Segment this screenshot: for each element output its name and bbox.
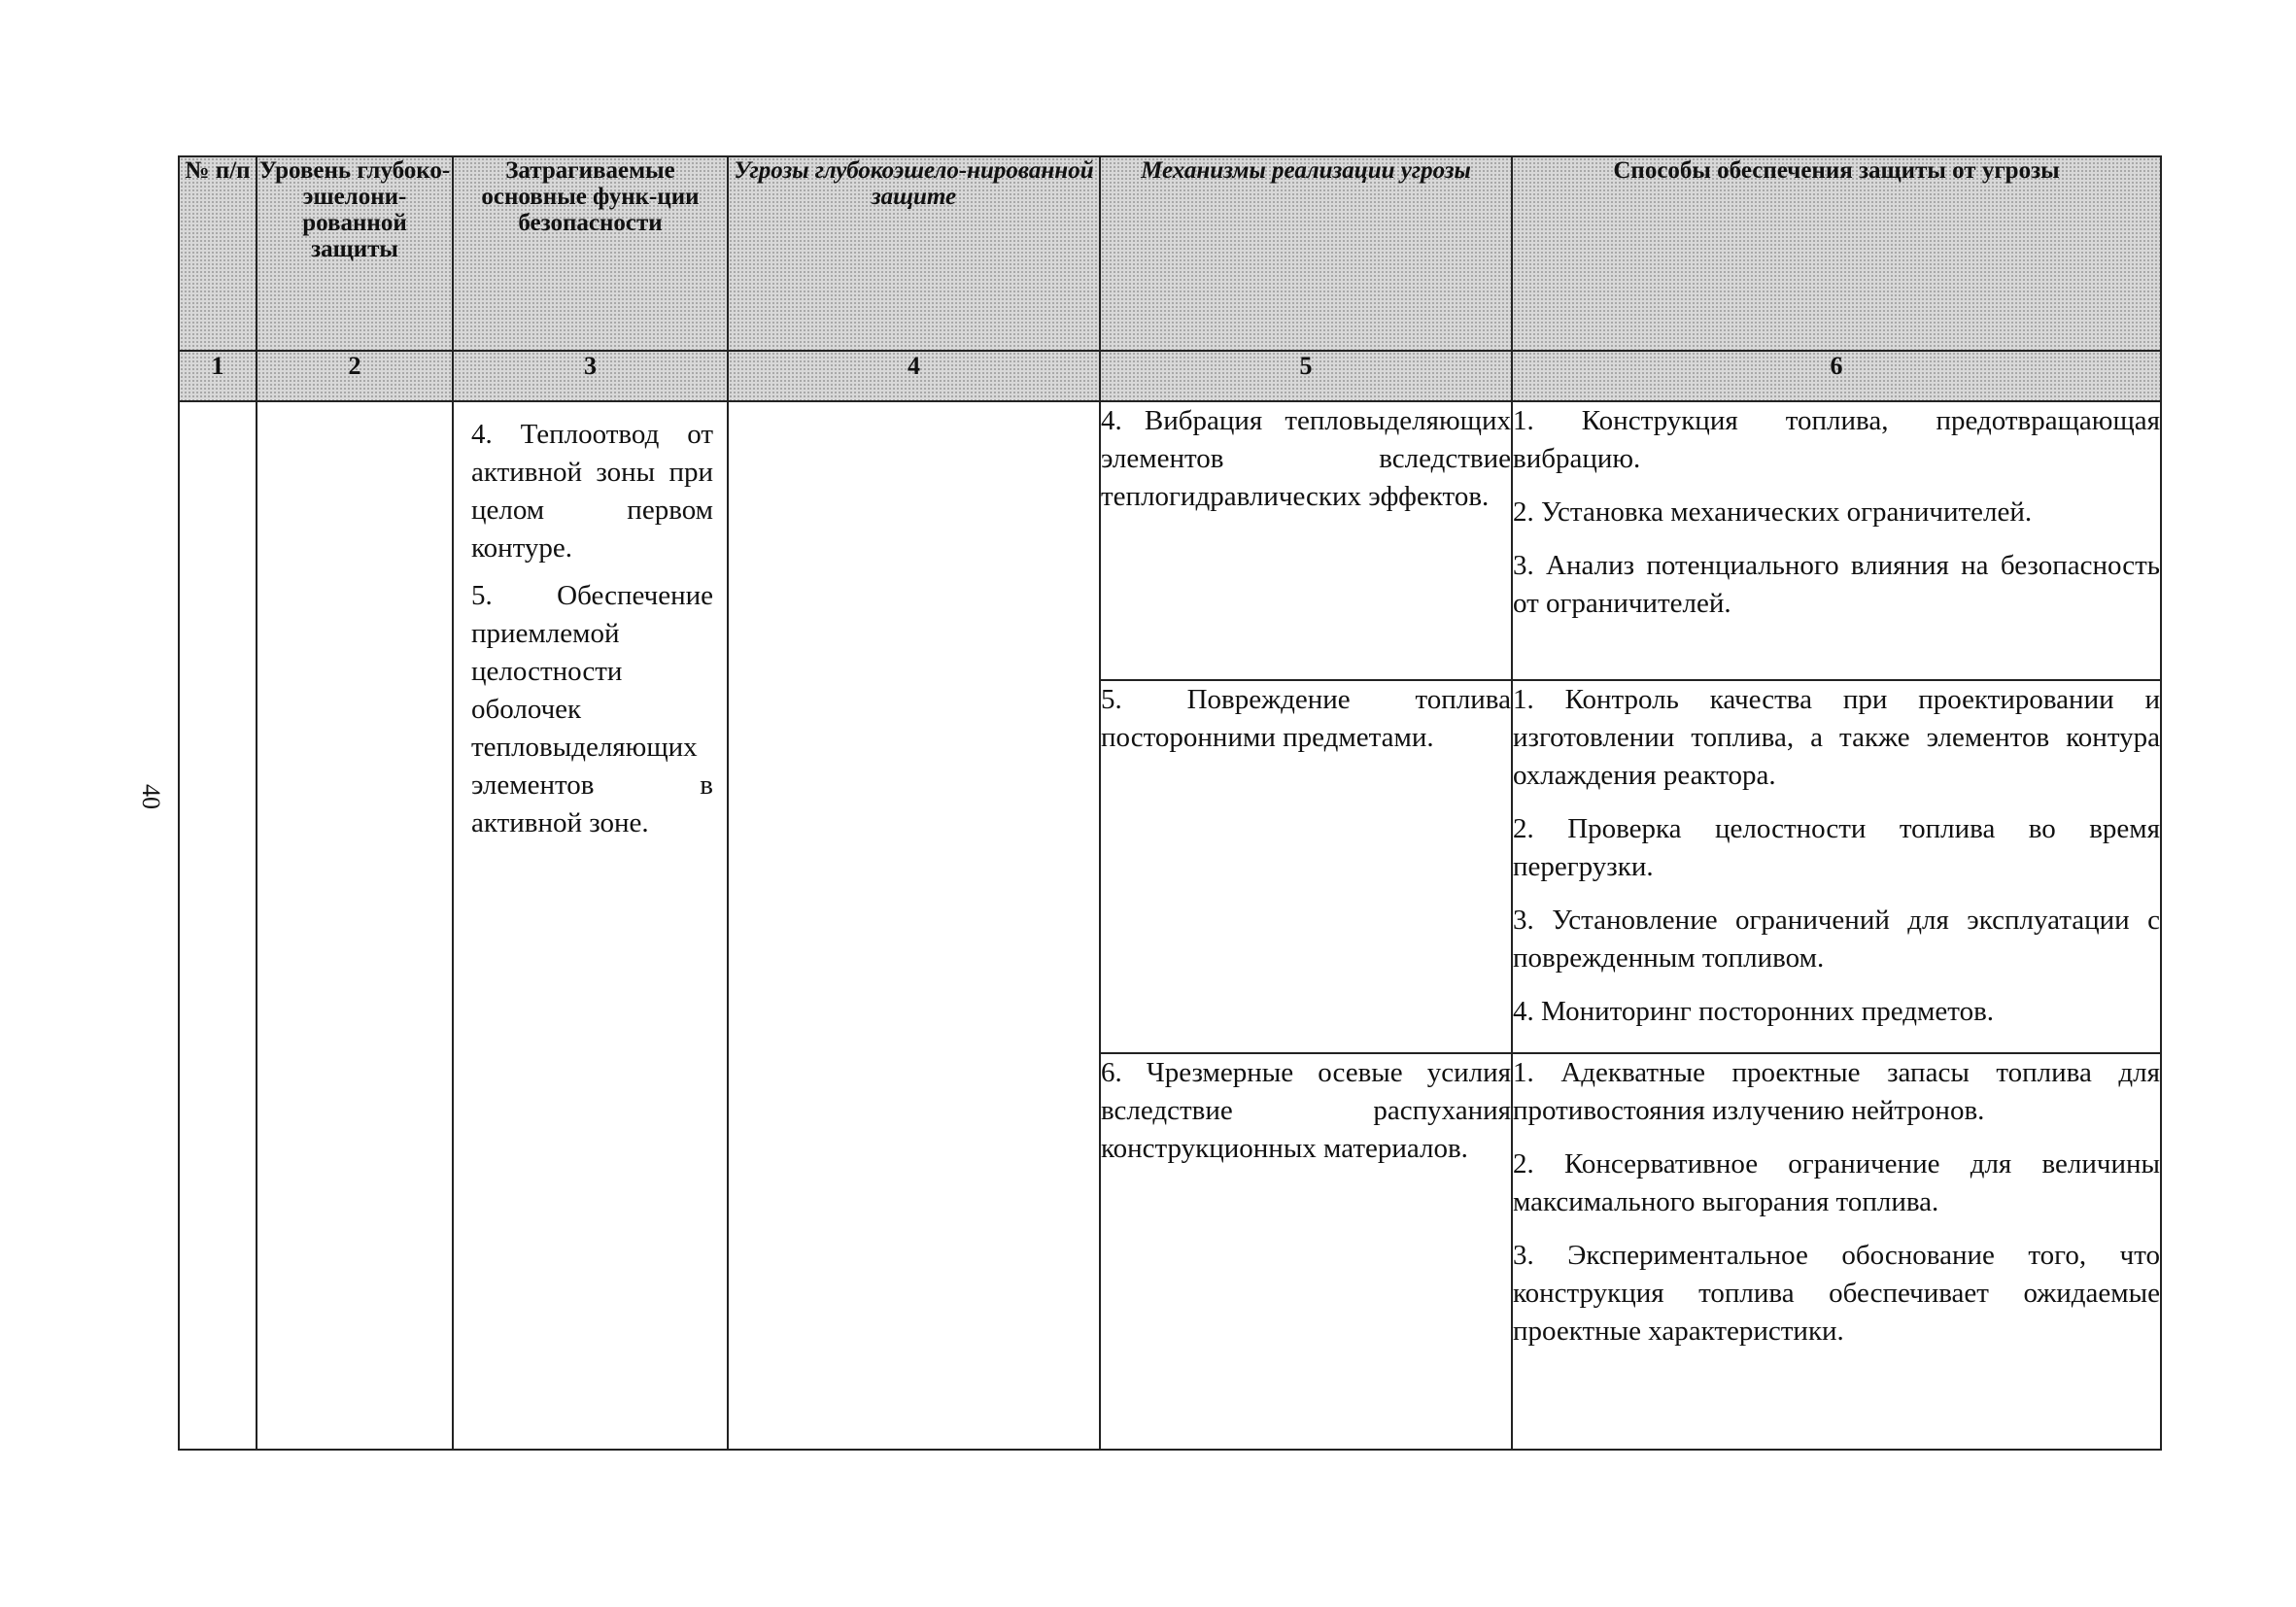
header-threats: Угрозы глубокоэшело-нированной защите xyxy=(728,156,1100,351)
cell-mechanism xyxy=(1100,401,1512,680)
cell-number xyxy=(179,401,257,1450)
safety-table xyxy=(178,155,2162,1451)
header-mechanisms: Механизмы реализации угрозы xyxy=(1100,156,1512,351)
method-item: 2. Проверка целостности топлива во время перегрузки. xyxy=(1513,813,2160,882)
cell-safety-functions xyxy=(453,401,728,1450)
method-item: 1. Адекватные проектные запасы топлива для противостояния излучению нейтронов. xyxy=(1513,1057,2160,1126)
mechanism-text: 4. Вибрация тепловыделяющих элементов вследствие теплогидравлических эффектов. xyxy=(1101,405,1511,512)
method-item: 4. Мониторинг посторонних предметов. xyxy=(1513,996,1995,1027)
header-defense-level: Уровень глубоко-эшелони-рованной защиты xyxy=(257,156,453,351)
function-item: 4. Теплоотвод от активной зоны при целом первом контуре. xyxy=(471,419,713,564)
table-row xyxy=(179,401,2161,680)
cell-mechanism xyxy=(1100,680,1512,1053)
cell-defense-level xyxy=(257,401,453,1450)
column-number: 5 xyxy=(1100,351,1512,401)
method-item: 2. Установка механических ограничителей. xyxy=(1513,496,2033,528)
column-number-row xyxy=(179,351,2161,401)
method-item: 3. Установление ограничений для эксплуатации с поврежденным топливом. xyxy=(1513,905,2160,974)
method-item: 3. Анализ потенциального влияния на безопасность от ограничителей. xyxy=(1513,550,2160,619)
mechanism-text: 5. Повреждение топлива посторонними предметами. xyxy=(1101,684,1511,753)
method-item: 1. Конструкция топлива, предотвращающая вибрацию. xyxy=(1513,405,2160,474)
header-protection-methods: Способы обеспечения защиты от угрозы xyxy=(1512,156,2161,351)
method-item: 3. Экспериментальное обоснование того, что конструкция топлива обеспечивает ожидаемые проектные характеристики. xyxy=(1513,1240,2160,1347)
cell-methods xyxy=(1512,1053,2161,1450)
header-safety-functions: Затрагиваемые основные функ-ции безопасности xyxy=(453,156,728,351)
column-number: 2 xyxy=(257,351,453,401)
cell-methods xyxy=(1512,401,2161,680)
table-header-row xyxy=(179,156,2161,351)
method-item: 2. Консервативное ограничение для величины максимального выгорания топлива. xyxy=(1513,1148,2160,1217)
function-item: 5. Обеспечение приемлемой целостности оболочек тепловыделяющих элементов в активной зоне. xyxy=(471,580,713,838)
column-number: 6 xyxy=(1512,351,2161,401)
method-item: 1. Контроль качества при проектировании и изготовлении топлива, а также элементов контура охлаждения реактора. xyxy=(1513,684,2160,791)
column-number: 3 xyxy=(453,351,728,401)
column-number: 4 xyxy=(728,351,1100,401)
page-number: 40 xyxy=(137,784,165,809)
cell-methods xyxy=(1512,680,2161,1053)
header-number: № п/п xyxy=(179,156,257,351)
cell-mechanism xyxy=(1100,1053,1512,1450)
column-number: 1 xyxy=(179,351,257,401)
cell-threats xyxy=(728,401,1100,1450)
mechanism-text: 6. Чрезмерные осевые усилия вследствие распухания конструкционных материалов. xyxy=(1101,1057,1511,1164)
